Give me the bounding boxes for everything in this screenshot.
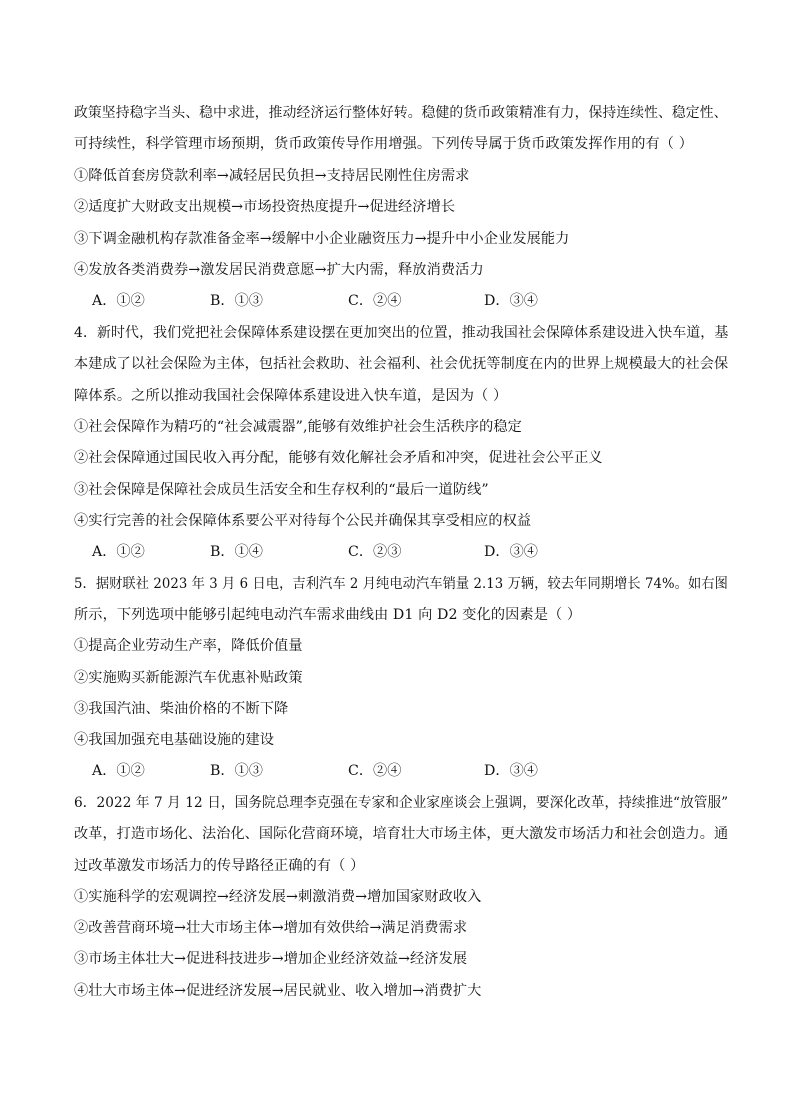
q5-item-1: ①提高企业劳动生产率，降低价值量 bbox=[74, 638, 303, 654]
q4-stem-line-2: 本建成了以社会保险为主体，包括社会救助、社会福利、社会优抚等制度在内的世界上规模最大的社会保 bbox=[74, 356, 729, 372]
q5-option-b: B．①③ bbox=[210, 763, 263, 779]
q4-stem-line-3: 障体系。之所以推动我国社会保障体系建设进入快车道，是因为（ ） bbox=[74, 388, 508, 404]
q3-stem-line-2: 可持续性，科学管理市场预期，货币政策传导作用增强。下列传导属于货币政策发挥作用的有（ ） bbox=[74, 136, 693, 152]
q5-stem-line-2: 所示，下列选项中能够引起纯电动汽车需求曲线由 D1 向 D2 变化的因素是（ ） bbox=[74, 607, 582, 623]
q3-stem-line-1: 政策坚持稳字当头、稳中求进，推动经济运行整体好转。稳健的货币政策精准有力，保持连续性、稳定性、 bbox=[74, 105, 728, 121]
q4-item-4: ④实行完善的社会保障体系要公平对待每个公民并确保其享受相应的权益 bbox=[74, 513, 532, 529]
q3-item-2: ②适度扩大财政支出规模→市场投资热度提升→促进经济增长 bbox=[74, 199, 456, 215]
q4-option-d: D．③④ bbox=[484, 544, 538, 560]
q5-option-d: D．③④ bbox=[484, 763, 538, 779]
q6-item-2: ②改善营商环境→壮大市场主体→增加有效供给→满足消费需求 bbox=[74, 920, 468, 936]
q6-item-1: ①实施科学的宏观调控→经济发展→刺激消费→增加国家财政收入 bbox=[74, 889, 482, 905]
q6-stem-line-1: 6．2022 年 7 月 12 日，国务院总理李克强在专家和企业家座谈会上强调，要深化改革，持续推进“放管服” bbox=[74, 795, 729, 811]
q6-stem-line-2: 改革，打造市场化、法治化、国际化营商环境，培育壮大市场主体，更大激发市场活力和社会创造力。通 bbox=[74, 826, 729, 842]
q4-option-c: C．②③ bbox=[348, 544, 402, 560]
q5-option-c: C．②④ bbox=[348, 763, 402, 779]
q3-option-b: B．①③ bbox=[210, 293, 263, 309]
q4-item-3: ③社会保障是保障社会成员生活安全和生存权利的“最后一道防线” bbox=[74, 482, 489, 498]
q5-option-a: A．①② bbox=[92, 763, 145, 779]
q4-item-1: ①社会保障作为精巧的“社会减震器”,能够有效维护社会生活秩序的稳定 bbox=[74, 419, 522, 435]
q3-option-a: A．①② bbox=[92, 293, 145, 309]
q4-option-b: B．①④ bbox=[210, 544, 263, 560]
q6-item-3: ③市场主体壮大→促进科技进步→增加企业经济效益→经济发展 bbox=[74, 951, 468, 967]
q6-stem-line-3: 过改革激发市场活力的传导路径正确的有（ ） bbox=[74, 858, 365, 874]
q3-option-c: C．②④ bbox=[348, 293, 402, 309]
q5-stem-line-1: 5．据财联社 2023 年 3 月 6 日电，吉利汽车 2 月纯电动汽车销量 2.13 万辆，较去年同期增长 74%。如右图 bbox=[74, 576, 728, 592]
q4-item-2: ②社会保障通过国民收入再分配，能够有效化解社会矛盾和冲突，促进社会公平正义 bbox=[74, 450, 603, 466]
q5-item-2: ②实施购买新能源汽车优惠补贴政策 bbox=[74, 670, 303, 686]
q3-item-4: ④发放各类消费券→激发居民消费意愿→扩大内需，释放消费活力 bbox=[74, 262, 484, 278]
q5-item-4: ④我国加强充电基础设施的建设 bbox=[74, 732, 275, 748]
q5-item-3: ③我国汽油、柴油价格的不断下降 bbox=[74, 701, 289, 717]
q6-item-4: ④壮大市场主体→促进经济发展→居民就业、收入增加→消费扩大 bbox=[74, 983, 482, 999]
q4-stem-line-1: 4．新时代，我们党把社会保障体系建设摆在更加突出的位置，推动我国社会保障体系建设进入快车道，基 bbox=[74, 325, 729, 341]
q3-item-1: ①降低首套房贷款利率→减轻居民负担→支持居民刚性住房需求 bbox=[74, 168, 470, 184]
q3-option-d: D．③④ bbox=[484, 293, 538, 309]
q4-option-a: A．①② bbox=[92, 544, 145, 560]
q3-item-3: ③下调金融机构存款准备金率→缓解中小企业融资压力→提升中小企业发展能力 bbox=[74, 231, 570, 247]
